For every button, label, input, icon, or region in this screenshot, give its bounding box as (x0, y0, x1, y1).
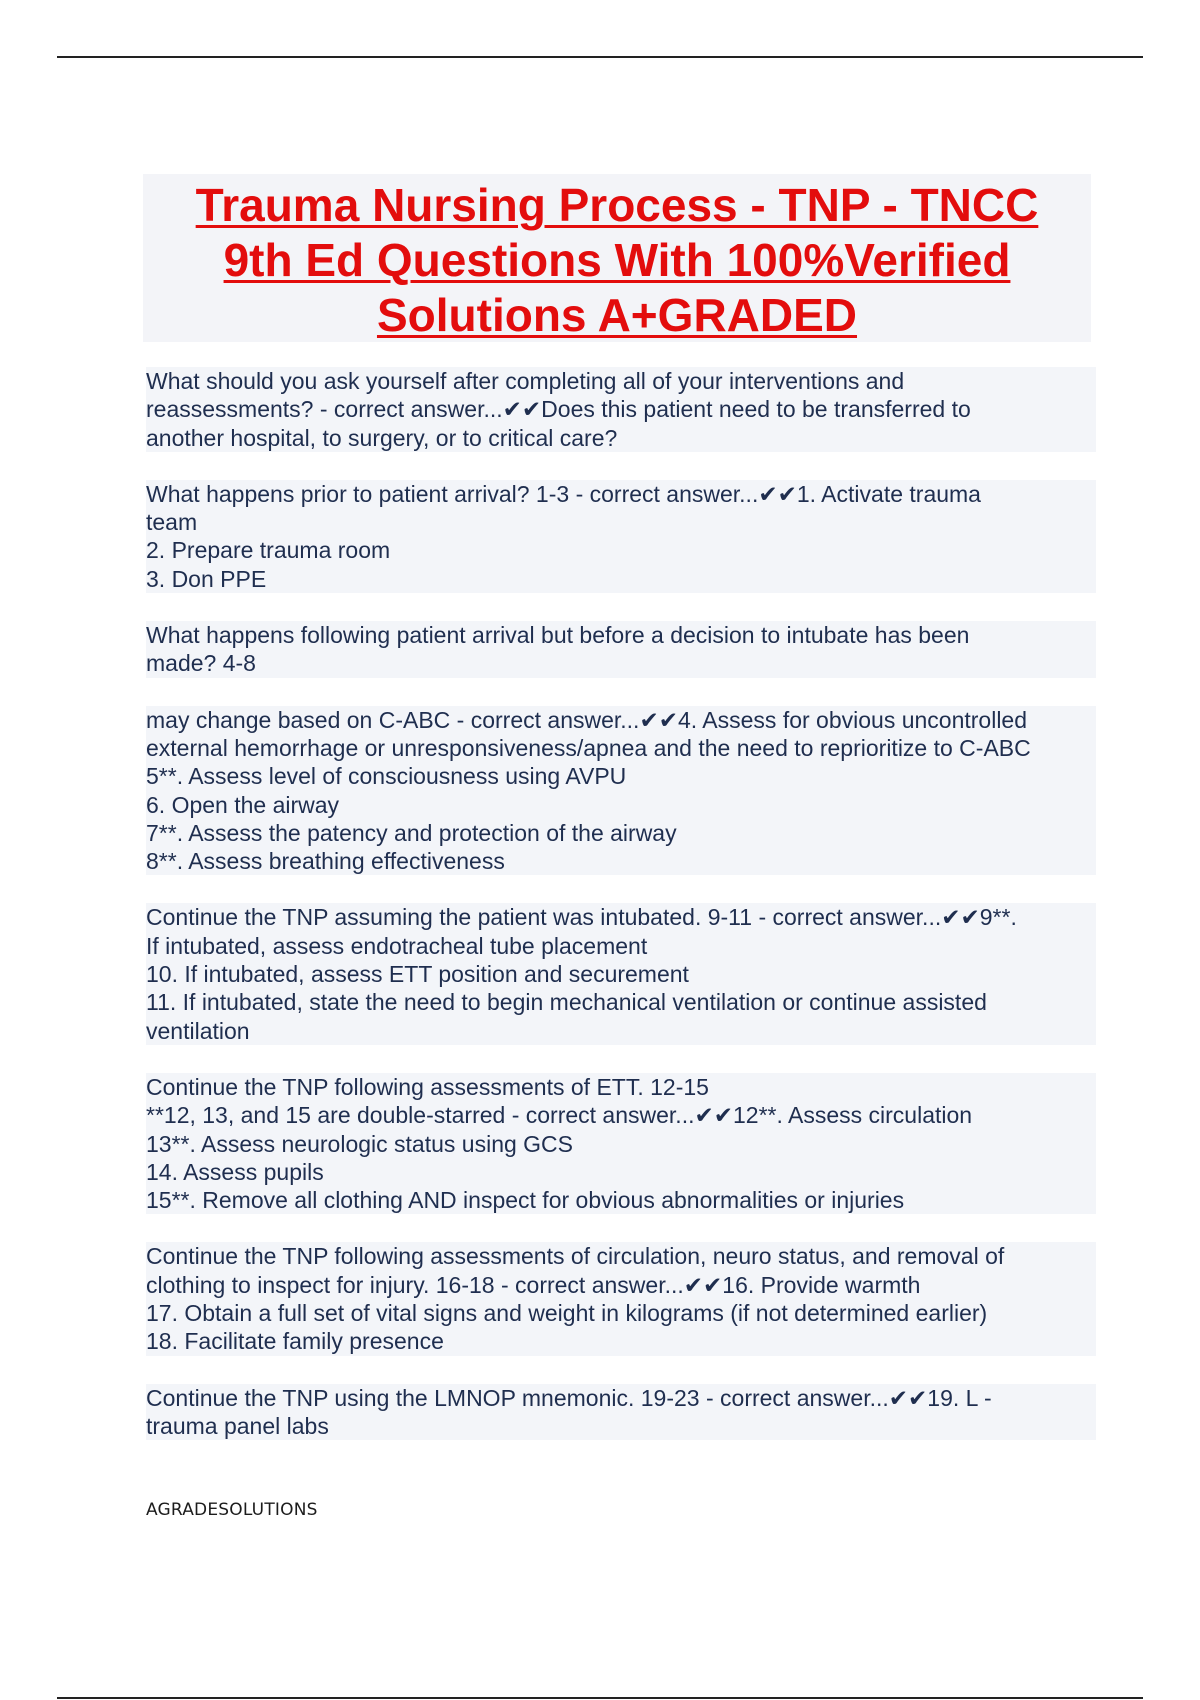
title-line: 9th Ed Questions With 100%Verified (223, 234, 1011, 286)
qa-line: 14. Assess pupils (146, 1158, 1096, 1186)
qa-line: 15**. Remove all clothing AND inspect for obvious abnormalities or injuries (146, 1186, 1096, 1214)
qa-line: Continue the TNP using the LMNOP mnemonic. 19-23 - correct answer...✔✔19. L - (146, 1384, 1096, 1412)
qa-line: another hospital, to surgery, or to critical care? (146, 424, 1096, 452)
qa-block (146, 621, 1096, 678)
qa-block (146, 1384, 1096, 1441)
qa-line: 10. If intubated, assess ETT position and securement (146, 960, 1096, 988)
top-rule (57, 56, 1143, 58)
qa-line: may change based on C-ABC - correct answer...✔✔4. Assess for obvious uncontrolled (146, 706, 1096, 734)
qa-block (146, 1073, 1096, 1214)
qa-line: team (146, 508, 1096, 536)
qa-line: reassessments? - correct answer...✔✔Does this patient need to be transferred to (146, 395, 1096, 423)
qa-line: trauma panel labs (146, 1412, 1096, 1440)
qa-block (146, 903, 1096, 1044)
qa-line: 8**. Assess breathing effectiveness (146, 847, 1096, 875)
qa-block (146, 1242, 1096, 1355)
qa-line: ventilation (146, 1017, 1096, 1045)
qa-line: external hemorrhage or unresponsiveness/apnea and the need to reprioritize to C-ABC (146, 734, 1096, 762)
qa-line: 11. If intubated, state the need to begin mechanical ventilation or continue assisted (146, 988, 1096, 1016)
qa-block (146, 706, 1096, 876)
qa-line: What should you ask yourself after completing all of your interventions and (146, 367, 1096, 395)
title-line: Trauma Nursing Process - TNP - TNCC (195, 179, 1039, 231)
qa-line: If intubated, assess endotracheal tube placement (146, 932, 1096, 960)
qa-line: 7**. Assess the patency and protection of the airway (146, 819, 1096, 847)
title-banner (143, 174, 1091, 342)
qa-content (146, 367, 1096, 1468)
qa-line: 5**. Assess level of consciousness using AVPU (146, 762, 1096, 790)
qa-line: 18. Facilitate family presence (146, 1327, 1096, 1355)
qa-line: 13**. Assess neurologic status using GCS (146, 1130, 1096, 1158)
qa-block (146, 480, 1096, 593)
qa-block (146, 367, 1096, 452)
qa-line: Continue the TNP following assessments of circulation, neuro status, and removal of (146, 1242, 1096, 1270)
qa-line: Continue the TNP following assessments of ETT. 12-15 (146, 1073, 1096, 1101)
qa-line: What happens prior to patient arrival? 1-3 - correct answer...✔✔1. Activate trauma (146, 480, 1096, 508)
bottom-rule (57, 1697, 1143, 1699)
qa-line: 17. Obtain a full set of vital signs and weight in kilograms (if not determined earlier) (146, 1299, 1096, 1327)
qa-line: 2. Prepare trauma room (146, 536, 1096, 564)
qa-line: **12, 13, and 15 are double-starred - correct answer...✔✔12**. Assess circulation (146, 1101, 1096, 1129)
title-line: Solutions A+GRADED (376, 289, 858, 341)
footer-brand: AGRADESOLUTIONS (146, 1500, 318, 1520)
document-title (143, 174, 1091, 343)
qa-line: Continue the TNP assuming the patient was intubated. 9-11 - correct answer...✔✔9**. (146, 903, 1096, 931)
qa-line: 3. Don PPE (146, 565, 1096, 593)
qa-line: What happens following patient arrival but before a decision to intubate has been (146, 621, 1096, 649)
qa-line: 6. Open the airway (146, 791, 1096, 819)
qa-line: clothing to inspect for injury. 16-18 - correct answer...✔✔16. Provide warmth (146, 1271, 1096, 1299)
qa-line: made? 4-8 (146, 649, 1096, 677)
